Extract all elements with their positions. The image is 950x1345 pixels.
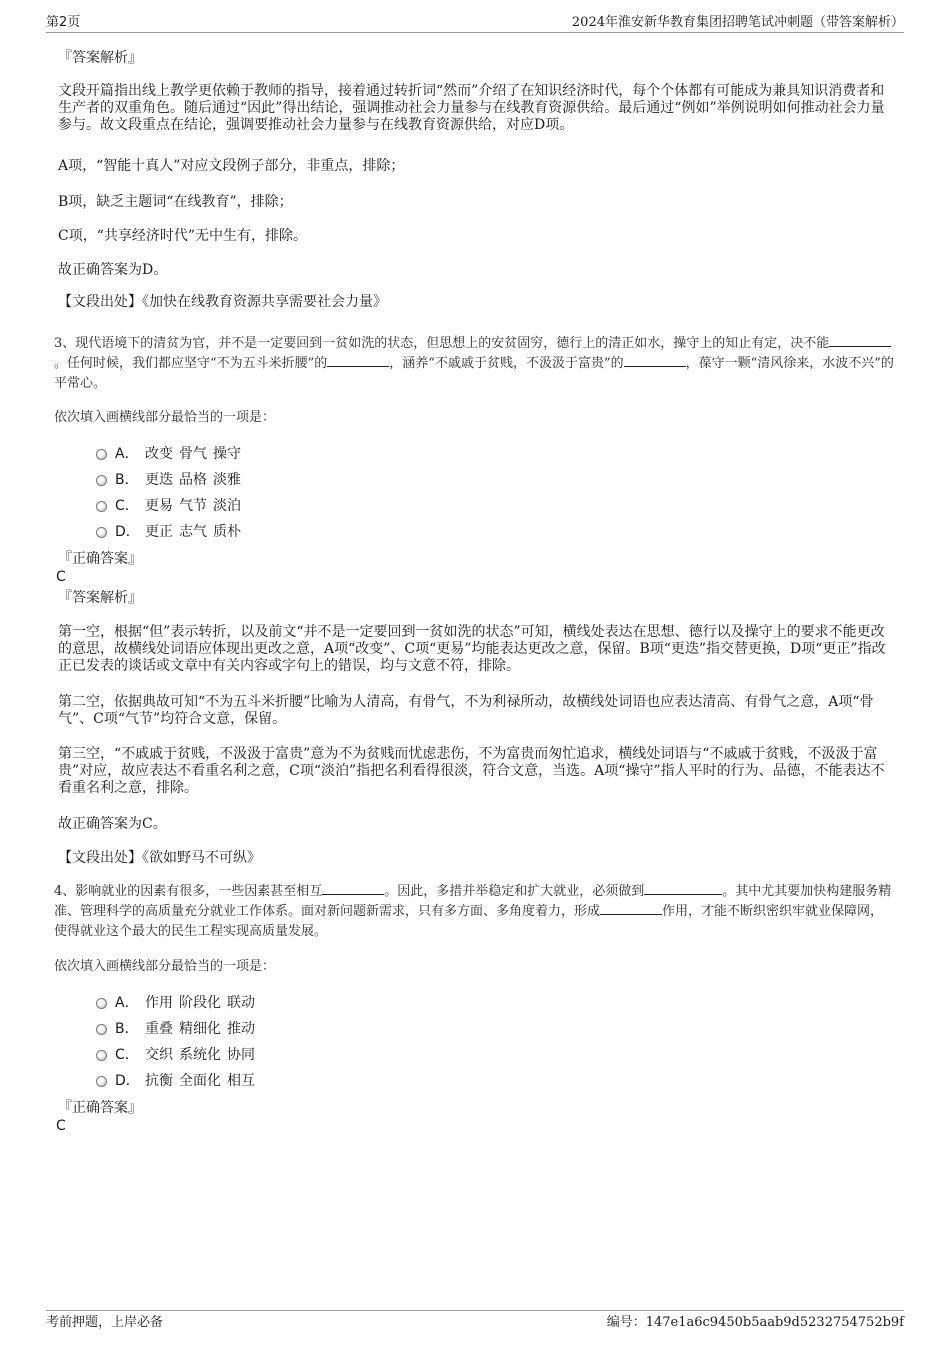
q4-answer-label: 『正确答案』: [58, 1100, 142, 1116]
q2-source: 【文段出处】《加快在线教育资源共享需要社会力量》: [58, 294, 387, 310]
q3-analysis-p3: 第三空，“不戚戚于贫贱，不汲汲于富贵”意为不为贫贱而忧虑悲伤，不为富贵而匆忙追求，横线处词语与“不戚戚于贫贱，不汲汲于富贵”对应，故应表达不看重名利之意，C项“淡泊”指把名利看得很淡，符合文意，当选。A项“操守”指人平时的行为、品德，不能表达不看重名利之意，排除。: [58, 746, 885, 796]
q4-instruction: 依次填入画横线部分最恰当的一项是：: [54, 959, 276, 974]
q3-option-a[interactable]: A． 改变 骨气 操守: [96, 445, 247, 463]
q2-option-c-note: C项，“共享经济时代”无中生有，排除。: [58, 228, 308, 244]
q3-answer: C: [56, 569, 66, 585]
q3-analysis-p2: 第二空，依据典故可知“不为五斗米折腰”比喻为人清高，有骨气，不为利禄所动，故横线处词语也应表达清高、有骨气之意，A项“骨气”、C项“气节”均符合文意，保留。: [58, 694, 874, 727]
q3-option-b[interactable]: B． 更迭 品格 淡雅: [96, 471, 247, 489]
page-number: 第2页: [46, 15, 81, 30]
q2-conclusion: 故正确答案为D。: [58, 262, 168, 278]
radio-button[interactable]: [96, 475, 107, 486]
radio-button[interactable]: [96, 998, 107, 1009]
radio-button[interactable]: [96, 449, 107, 460]
q2-option-b-note: B项，缺乏主题词“在线教育”，排除；: [58, 194, 293, 210]
q3-analysis-p1: 第一空，根据“但”表示转折，以及前文“并不是一定要回到一贫如洗的状态”可知，横线处表达在思想、德行以及操守上的要求不能更改的意思，故横线处词语应体现出更改之意，A项“改变”、C项“更易”均能表达更改之意，保留。B项“更迭”指交替更换，D项“更正”指改正已发表的谈话或文章中有关内容或字句上的错误，均与文意不符，排除。: [58, 624, 886, 674]
blank-3: [624, 354, 686, 367]
q3-source: 【文段出处】《欲如野马不可纵》: [58, 850, 261, 866]
q3-option-c[interactable]: C． 更易 气节 淡泊: [96, 497, 247, 515]
q2-option-a-note: A项，“智能十真人”对应文段例子部分，非重点，排除；: [58, 158, 405, 174]
radio-button[interactable]: [96, 501, 107, 512]
q4-option-b[interactable]: B． 重叠 精细化 推动: [96, 1020, 261, 1038]
blank-2: [644, 882, 722, 895]
q3-stem: 3、现代语境下的清贫为官，并不是一定要回到一贫如洗的状态，但思想上的安贫固穷，德行上的清正如水，操守上的知止有定，决不能。任何时候，我们都应坚守“不为五斗米折腰”的 ，涵养“不戚戚于贫贱，不汲汲于富贵”的 ，葆守一颗“清风徐来，水波不兴”的平常心。: [54, 336, 894, 391]
radio-button[interactable]: [96, 1024, 107, 1035]
document-title: 2024年淮安新华教育集团招聘笔试冲刺题（带答案解析）: [571, 15, 904, 30]
q4-answer: C: [56, 1118, 66, 1134]
q4-option-d[interactable]: D． 抗衡 全面化 相互: [96, 1072, 261, 1090]
page-header: [46, 14, 904, 33]
q4-option-c[interactable]: C． 交织 系统化 协同: [96, 1046, 261, 1064]
q4-option-a[interactable]: A． 作用 阶段化 联动: [96, 994, 261, 1012]
q3-analysis-label: 『答案解析』: [58, 590, 142, 606]
blank-1: [322, 882, 384, 895]
q3-instruction: 依次填入画横线部分最恰当的一项是：: [54, 410, 276, 425]
footer-slogan: 考前押题，上岸必备: [46, 1315, 164, 1330]
blank-1: [829, 334, 891, 347]
blank-3: [600, 902, 662, 915]
q3-option-d[interactable]: D． 更正 志气 质朴: [96, 523, 247, 541]
q3-answer-label: 『正确答案』: [58, 551, 142, 567]
q2-analysis-label: 『答案解析』: [58, 50, 142, 66]
q4-stem: 4、影响就业的因素有很多，一些因素甚至相互 。因此，多措并举稳定和扩大就业，必须做到 。其中尤其要加快构建服务精准、管理科学的高质量充分就业工作体系。面对新问题新需求，只有多方面、多角度着力，形成 作用，才能不断织密织牢就业保障网，使得就业这个最大的民生工程实现高质量发展。: [54, 884, 892, 939]
radio-button[interactable]: [96, 527, 107, 538]
radio-button[interactable]: [96, 1076, 107, 1087]
q2-analysis-text: 文段开篇指出线上教学更依赖于教师的指导，接着通过转折词“然而”介绍了在知识经济时代，每个个体都有可能成为兼具知识消费者和生产者的双重角色。随后通过“因此”得出结论，强调推动社会力量参与在线教育资源供给。最后通过“例如”举例说明如何推动社会力量参与。故文段重点在结论，强调要推动社会力量参与在线教育资源供给，对应D项。: [58, 83, 885, 133]
page-footer: [46, 1310, 904, 1331]
document-code: 编号：147e1a6c9450b5aab9d5232754752b9f: [606, 1315, 904, 1330]
radio-button[interactable]: [96, 1050, 107, 1061]
blank-2: [327, 354, 389, 367]
q3-conclusion: 故正确答案为C。: [58, 816, 167, 832]
